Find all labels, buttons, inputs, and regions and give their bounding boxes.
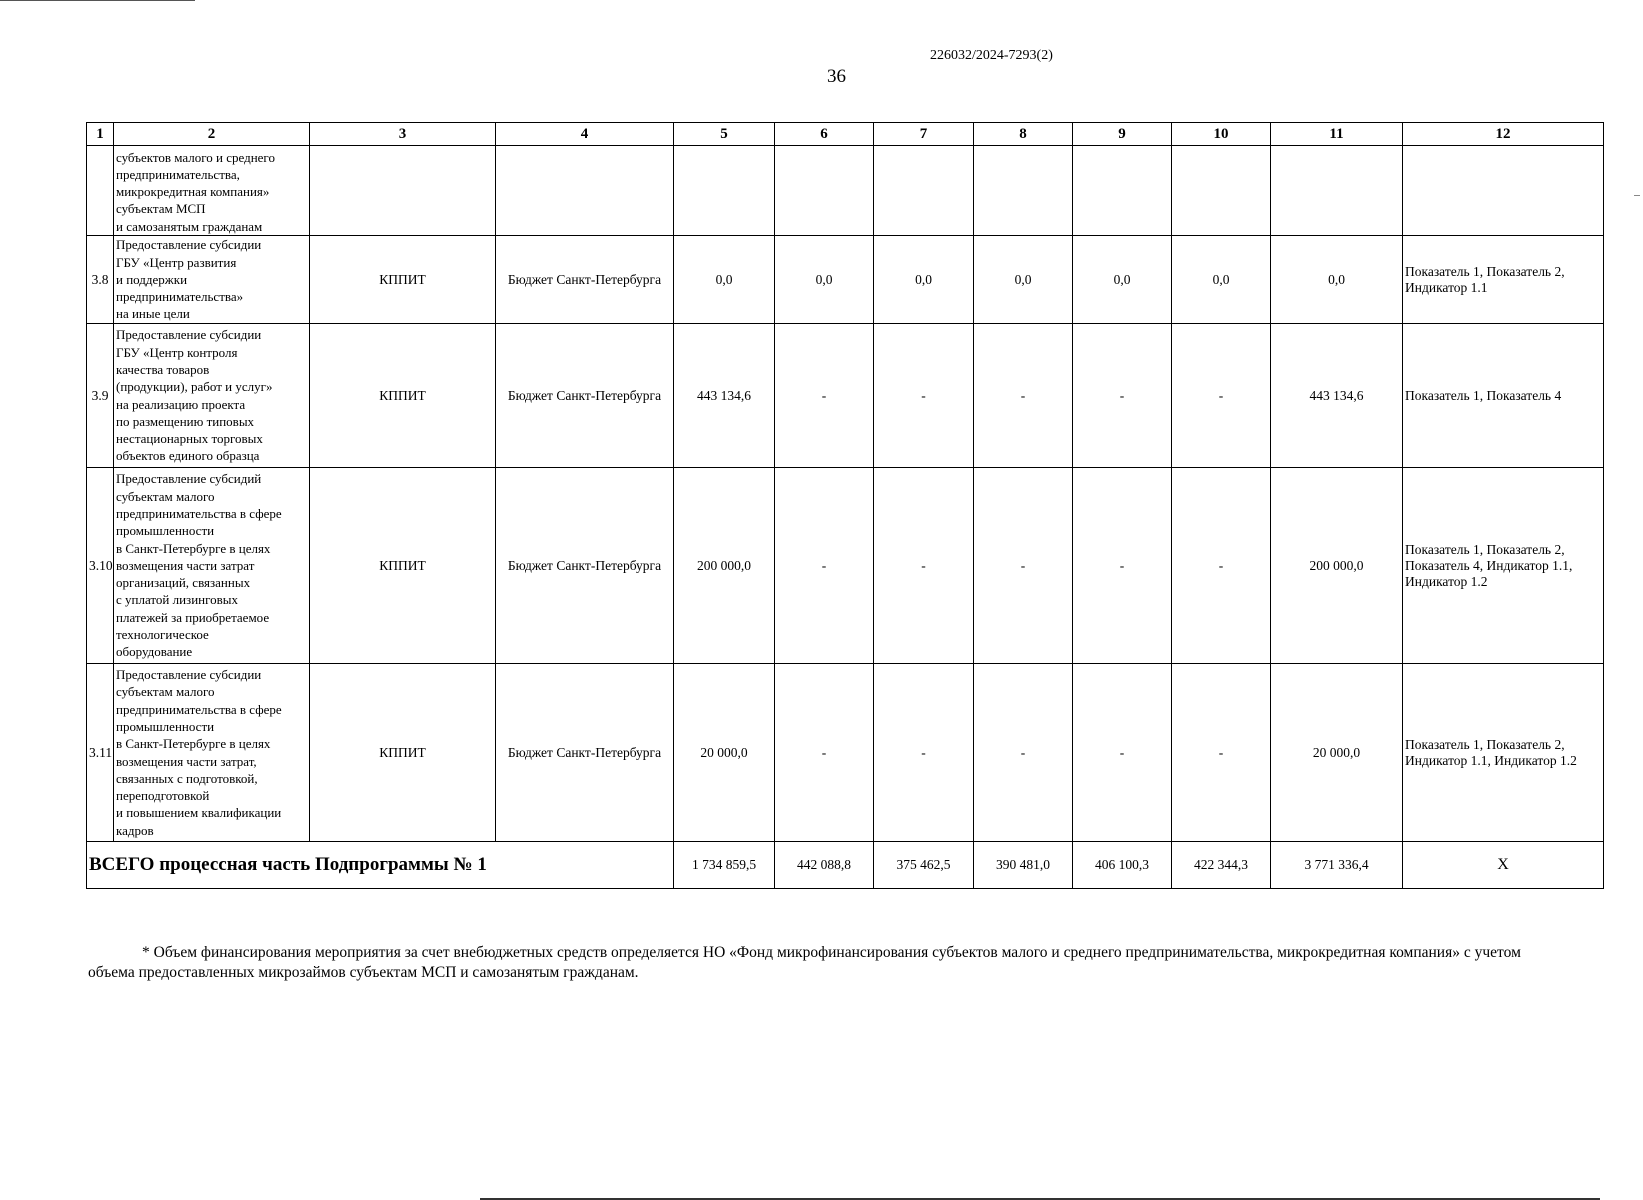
value-cell: 0,0 bbox=[775, 236, 874, 324]
name-line: ГБУ «Центр контроля bbox=[116, 344, 238, 360]
value-cell: 0,0 bbox=[974, 236, 1073, 324]
funding-source: Бюджет Санкт-Петербурга bbox=[496, 468, 674, 664]
name-line: субъектам МСП bbox=[116, 201, 206, 217]
name-line: Предоставление субсидий bbox=[116, 471, 262, 487]
row-number: 3.10 bbox=[87, 468, 114, 664]
executor bbox=[310, 146, 496, 236]
name-line: нестационарных торговых bbox=[116, 431, 263, 447]
name-line: субъектам малого bbox=[116, 488, 215, 504]
column-header: 6 bbox=[775, 123, 874, 146]
page-number: 36 bbox=[827, 66, 846, 87]
header-row bbox=[87, 123, 1604, 146]
value-cell: 0,0 bbox=[1172, 236, 1271, 324]
name-line: возмещения части затрат bbox=[116, 557, 255, 573]
column-header: 10 bbox=[1172, 123, 1271, 146]
column-header: 8 bbox=[974, 123, 1073, 146]
total-label: ВСЕГО процессная часть Подпрограммы № 1 bbox=[87, 842, 674, 889]
name-line: объектов единого образца bbox=[116, 448, 260, 464]
column-header: 12 bbox=[1403, 123, 1604, 146]
name-line: качества товаров bbox=[116, 361, 210, 377]
name-line: и самозанятым гражданам bbox=[116, 218, 263, 234]
name-line: предпринимательства в сфере bbox=[116, 701, 282, 717]
footnote: * Объем финансирования мероприятия за счет внебюджетных средств определяется НО «Фонд микрофинансирования субъектов малого и среднего предпринимательства, микрокредитная компания» с учетом объема предоставленных микрозаймов субъектам МСП и самозанятым гражданам. bbox=[88, 944, 1521, 981]
total-mark: Х bbox=[1403, 842, 1604, 889]
name-line: технологическое bbox=[116, 627, 209, 643]
name-line: возмещения части затрат, bbox=[116, 753, 257, 769]
value-cell: - bbox=[1073, 468, 1172, 664]
total-value: 375 462,5 bbox=[874, 842, 974, 889]
column-header: 11 bbox=[1271, 123, 1403, 146]
column-header: 7 bbox=[874, 123, 974, 146]
total-value: 1 734 859,5 bbox=[674, 842, 775, 889]
table-row-continuation bbox=[87, 146, 1604, 236]
value-cell: 0,0 bbox=[1073, 236, 1172, 324]
document-number: 226032/2024-7293(2) bbox=[930, 48, 1053, 63]
funding-source: Бюджет Санкт-Петербурга bbox=[496, 236, 674, 324]
value-cell bbox=[674, 146, 775, 236]
total-value: 390 481,0 bbox=[974, 842, 1073, 889]
name-line: предпринимательства, bbox=[116, 166, 240, 182]
name-line: на иные цели bbox=[116, 306, 190, 322]
value-cell: 200 000,0 bbox=[1271, 468, 1403, 664]
name-line: субъектов малого и среднего bbox=[116, 149, 275, 165]
name-line: в Санкт-Петербурге в целях bbox=[116, 736, 271, 752]
name-line: ГБУ «Центр развития bbox=[116, 254, 237, 270]
column-header: 5 bbox=[674, 123, 775, 146]
value-cell: - bbox=[1172, 468, 1271, 664]
value-cell: - bbox=[775, 664, 874, 842]
value-cell: - bbox=[874, 324, 974, 468]
total-value: 442 088,8 bbox=[775, 842, 874, 889]
scan-top-edge-line bbox=[0, 0, 195, 1]
funding-source bbox=[496, 146, 674, 236]
funding-source: Бюджет Санкт-Петербурга bbox=[496, 664, 674, 842]
value-cell: 443 134,6 bbox=[674, 324, 775, 468]
row-number: 3.9 bbox=[87, 324, 114, 468]
total-value: 3 771 336,4 bbox=[1271, 842, 1403, 889]
value-cell: - bbox=[1172, 324, 1271, 468]
measure-name bbox=[114, 236, 310, 324]
name-line: предпринимательства» bbox=[116, 289, 244, 305]
executor: КППИТ bbox=[310, 324, 496, 468]
value-cell: 20 000,0 bbox=[1271, 664, 1403, 842]
value-cell: - bbox=[974, 468, 1073, 664]
name-line: и поддержки bbox=[116, 271, 188, 287]
value-cell bbox=[775, 146, 874, 236]
table-row-3-11 bbox=[87, 664, 1604, 842]
indicators: Показатель 1, Показатель 2, Индикатор 1.1, Индикатор 1.2 bbox=[1403, 664, 1604, 842]
name-line: Предоставление субсидии bbox=[116, 667, 262, 683]
value-cell: - bbox=[1073, 664, 1172, 842]
funding-table bbox=[86, 122, 1604, 889]
column-header: 9 bbox=[1073, 123, 1172, 146]
value-cell: 0,0 bbox=[1271, 236, 1403, 324]
indicators: Показатель 1, Показатель 2, Индикатор 1.1 bbox=[1403, 236, 1604, 324]
value-cell: - bbox=[1172, 664, 1271, 842]
value-cell bbox=[1073, 146, 1172, 236]
value-cell bbox=[1172, 146, 1271, 236]
total-row bbox=[87, 842, 1604, 889]
name-line: оборудование bbox=[116, 644, 193, 660]
name-line: на реализацию проекта bbox=[116, 396, 246, 412]
value-cell: 20 000,0 bbox=[674, 664, 775, 842]
name-line: переподготовкой bbox=[116, 788, 210, 804]
table-header bbox=[87, 123, 1604, 146]
name-line: микрокредитная компания» bbox=[116, 184, 270, 200]
name-line: и повышением квалификации bbox=[116, 805, 282, 821]
column-header: 3 bbox=[310, 123, 496, 146]
name-line: Предоставление субсидии bbox=[116, 327, 262, 343]
value-cell bbox=[974, 146, 1073, 236]
value-cell bbox=[1271, 146, 1403, 236]
name-line: с уплатой лизинговых bbox=[116, 592, 238, 608]
name-line: (продукции), работ и услуг» bbox=[116, 379, 273, 395]
table-row-3-8 bbox=[87, 236, 1604, 324]
value-cell: - bbox=[775, 324, 874, 468]
indicators bbox=[1403, 146, 1604, 236]
name-line: кадров bbox=[116, 822, 154, 838]
row-number: 3.8 bbox=[87, 236, 114, 324]
name-line: связанных с подготовкой, bbox=[116, 770, 258, 786]
value-cell: 0,0 bbox=[874, 236, 974, 324]
value-cell: - bbox=[974, 324, 1073, 468]
name-line: предпринимательства в сфере bbox=[116, 505, 282, 521]
funding-source: Бюджет Санкт-Петербурга bbox=[496, 324, 674, 468]
name-line: субъектам малого bbox=[116, 684, 215, 700]
name-line: организаций, связанных bbox=[116, 575, 251, 591]
executor: КППИТ bbox=[310, 468, 496, 664]
table-row-3-9 bbox=[87, 324, 1604, 468]
column-header: 2 bbox=[114, 123, 310, 146]
name-line: промышленности bbox=[116, 523, 215, 539]
column-header: 4 bbox=[496, 123, 674, 146]
value-cell: - bbox=[775, 468, 874, 664]
measure-name bbox=[114, 664, 310, 842]
name-line: Предоставление субсидии bbox=[116, 237, 262, 253]
row-number bbox=[87, 146, 114, 236]
value-cell: - bbox=[874, 664, 974, 842]
table-row-3-10 bbox=[87, 468, 1604, 664]
value-cell: - bbox=[874, 468, 974, 664]
name-line: по размещению типовых bbox=[116, 413, 255, 429]
row-number: 3.11 bbox=[87, 664, 114, 842]
value-cell: 0,0 bbox=[674, 236, 775, 324]
scan-margin-mark bbox=[1634, 195, 1640, 196]
value-cell bbox=[874, 146, 974, 236]
total-value: 422 344,3 bbox=[1172, 842, 1271, 889]
value-cell: - bbox=[1073, 324, 1172, 468]
name-line: в Санкт-Петербурге в целях bbox=[116, 540, 271, 556]
total-value: 406 100,3 bbox=[1073, 842, 1172, 889]
indicators: Показатель 1, Показатель 2, Показатель 4, Индикатор 1.1, Индикатор 1.2 bbox=[1403, 468, 1604, 664]
value-cell: - bbox=[974, 664, 1073, 842]
name-line: платежей за приобретаемое bbox=[116, 609, 270, 625]
executor: КППИТ bbox=[310, 236, 496, 324]
measure-name bbox=[114, 146, 310, 236]
executor: КППИТ bbox=[310, 664, 496, 842]
name-line: промышленности bbox=[116, 718, 215, 734]
measure-name bbox=[114, 324, 310, 468]
column-header: 1 bbox=[87, 123, 114, 146]
value-cell: 443 134,6 bbox=[1271, 324, 1403, 468]
measure-name bbox=[114, 468, 310, 664]
value-cell: 200 000,0 bbox=[674, 468, 775, 664]
indicators: Показатель 1, Показатель 4 bbox=[1403, 324, 1604, 468]
